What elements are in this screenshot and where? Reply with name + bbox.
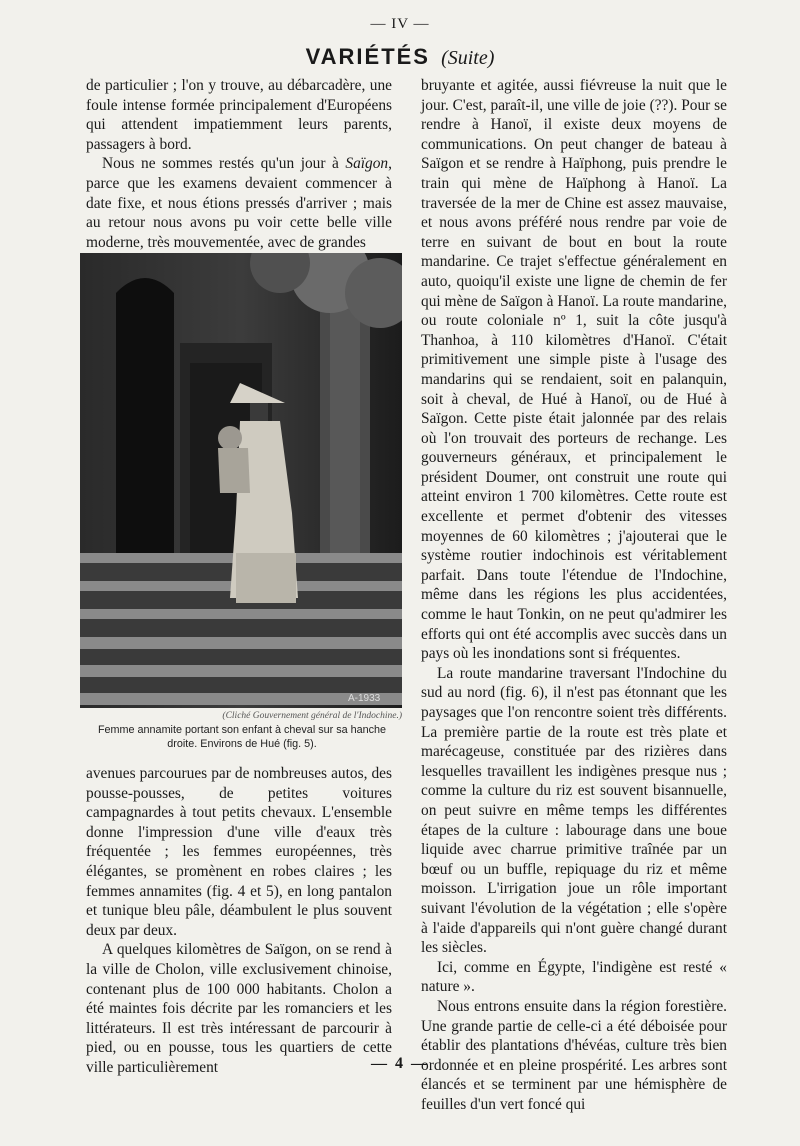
page-number-roman: — IV — <box>370 16 430 32</box>
photo-stamp: A-1933 <box>348 693 381 704</box>
paragraph: Nous ne sommes restés qu'un jour à Saïgon, parce que les examens devaient commencer à date fixe, et nous étions pressés d'arriver ; mais au retour nous avons pu voir cette belle ville moderne, très mouvementée, avec de grandes <box>86 155 392 251</box>
left-column-top <box>86 76 392 252</box>
section-title: VARIÉTÉS <box>305 44 430 69</box>
paragraph: La route mandarine traversant l'Indochine du sud au nord (fig. 6), il n'est pas étonnant que les paysages que l'on rencontre soient très différents. La première partie de la route est très plate et marécageuse, constituée par des rizières dans lesquelles travaillent les indigènes presque nus ; comme la culture du riz est souvent bisannuelle, on peut suivre en même temps les différentes étapes de la culture : labourage dans une boue liquide avec charrue primitive traînée par un bœuf ou un buffle, repiquage du riz et même moisson. L'irrigation joue un rôle important suivant l'évolution de la végétation ; elle s'opère à l'aide d'appareils qui n'ont guère changé durant les siècles. <box>421 664 727 957</box>
paragraph: A quelques kilomètres de Saïgon, on se rend à la ville de Cholon, ville exclusivement chinoise, contenant plus de 100 000 habitants. Cholon a été maintes fois décrite par les romanciers et les littérateurs. Il est très intéressant de parcourir à pied, ou en pousse, tous les quartiers de cette ville particulièrement <box>86 941 392 1076</box>
photo-illustration <box>80 253 402 708</box>
photo-annamite-woman-with-child <box>80 253 402 708</box>
paragraph: avenues parcourues par de nombreuses autos, des pousse-pousses, de petites voitures campagnardes à tout petits chevaux. L'ensemble donne l'impression d'une ville d'eaux très fréquentée ; les femmes européennes, très élégantes, se promènent en robes claires ; les femmes annamites (fig. 4 et 5), en long pantalon et tunique bleu pâle, déambulent le plus souvent deux par deux. <box>86 765 392 939</box>
paragraph: bruyante et agitée, aussi fiévreuse la nuit que le jour. C'est, paraît-il, une ville de joie (??). Pour se rendre à Hanoï, il existe deux moyens de communications. On peut changer de bateau à Saïgon et se rendre à Haïphong, puis prendre le train qui mène de Haïphong à Hanoï. La traversée de la mer de Chine est assez mauvaise, et nous avons préféré nous rendre par voie de terre en suivant de bout en bout la route mandarine. Ce trajet s'effectue généralement en auto, quoiqu'il existe une ligne de chemin de fer qui mène de Saïgon à Hanoï. La route mandarine, ou route coloniale nº 1, suit la côte jusqu'à Thanhoa, à 110 kilomètres d'Hanoï. C'était primitivement une simple piste à l'usage des mandarins qui se rendaient, soit en palanquin, soit à cheval, de Hué à Hanoï, ou de Hué à Saïgon. Cette piste était jalonnée par des relais où l'on trouvait des porteurs de rechange. Les gouverneurs généraux, et principalement le président Doumer, ont construit une route qui atteint environ 1 700 kilomètres. Cette route est excellente et permet d'obtenir des vitesses moyennes de 60 kilomètres ; j'ajouterai que le système routier indochinois est véritablement parfait. Dans toute l'étendue de l'Indochine, même dans les régions les plus accidentées, comme le haut Tonkin, on ne peut qu'admirer les efforts qui ont été accomplis avec succès dans un pays où les inondations sont si fréquentes. <box>421 77 728 663</box>
page-number: — 4 — <box>371 1055 429 1072</box>
page-title <box>0 44 800 70</box>
photo-credit: (Cliché Gouvernement général de l'Indochine.) <box>222 711 402 721</box>
paragraph: Ici, comme en Égypte, l'indigène est resté « nature ». <box>421 958 727 996</box>
right-column <box>421 76 727 1114</box>
left-column-bottom <box>86 764 392 1078</box>
figure-caption: Femme annamite portant son enfant à cheval sur sa hanche droite. Environs de Hué (fig. 5). <box>97 724 387 750</box>
paragraph: Nous entrons ensuite dans la région forestière. Une grande partie de celle-ci a été déboisée pour établir des plantations d'hévéas, culture très bien ordonnée et en pleine prospérité. Les arbres sont élancés et se terminent par une hémisphère de feuilles d'un vert foncé qui <box>421 997 727 1113</box>
section-title-suite: (Suite) <box>441 47 495 69</box>
paragraph: de particulier ; l'on y trouve, au débarcadère, une foule intense formée principalement d'Européens qui attendent impatiemment leurs parents, passagers à bord. <box>86 77 392 153</box>
